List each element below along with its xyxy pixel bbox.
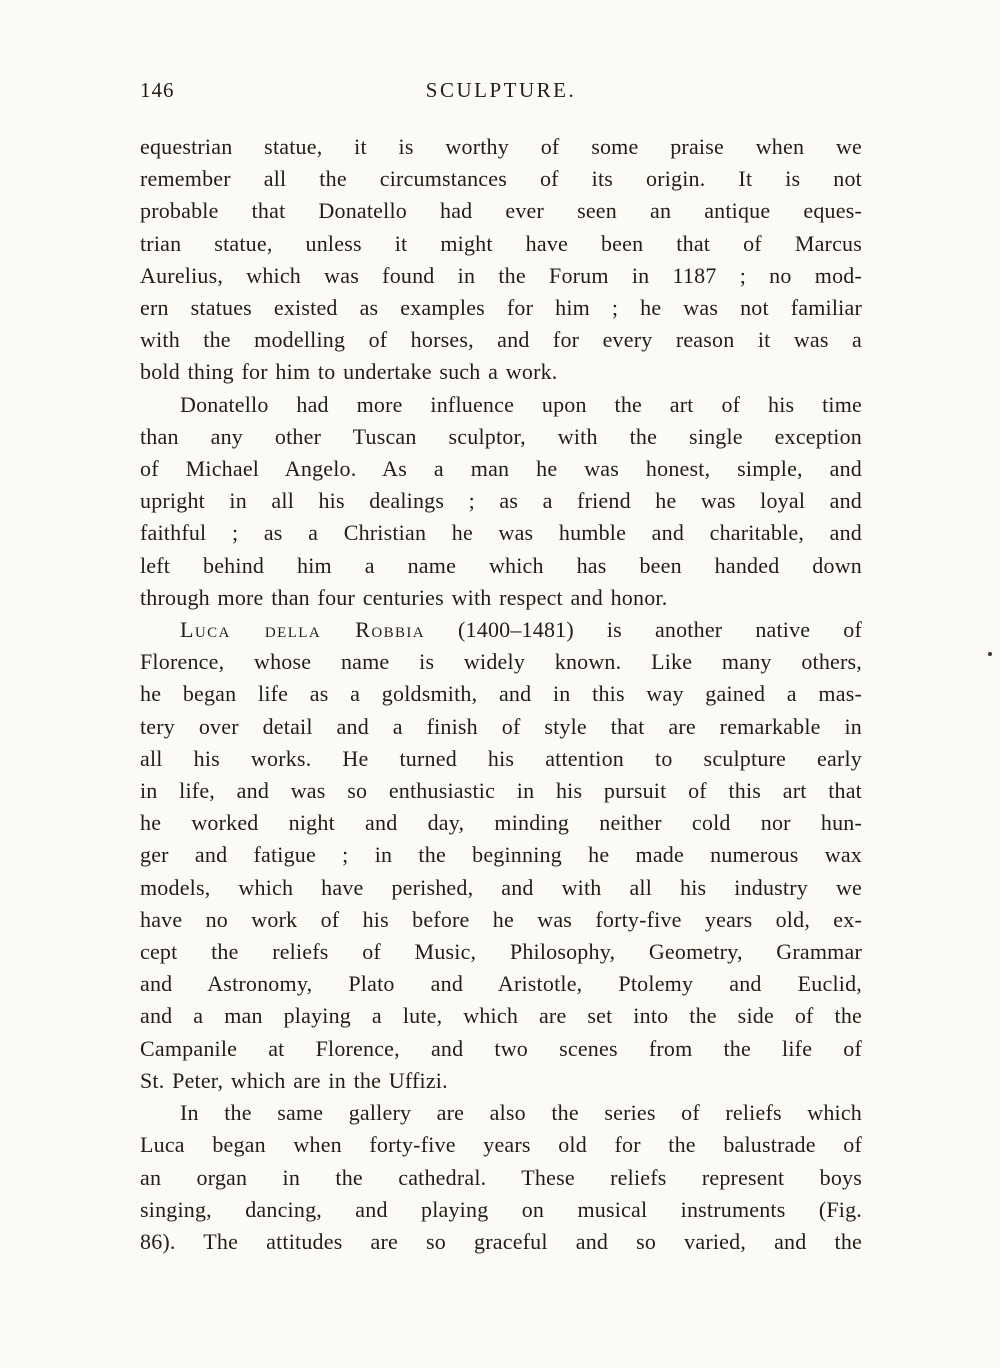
text-line: models, which have perished, and with all his industry we [140,874,862,900]
text-line: trian statue, unless it might have been that of Marcus [140,230,862,256]
text-line: remember all the circumstances of its origin. It is not [140,166,862,192]
text-line: tery over detail and a finish of style that are remarkable in [140,713,862,739]
text-line: Florence, whose name is widely known. Like many others, [140,649,862,675]
text-line: and Astronomy, Plato and Aristotle, Ptolemy and Euclid, [140,971,862,997]
text-line: left behind him a name which has been handed down [140,552,862,578]
text-line: he began life as a goldsmith, and in this way gained a mas- [140,681,862,707]
text-line: singing, dancing, and playing on musical instruments (Fig. [140,1196,862,1222]
paragraph-organ-gallery [140,1097,862,1258]
text-line: bold thing for him to undertake such a work. [140,359,558,385]
lead-line-rest: (1400–1481) is another native of [425,617,862,643]
paragraph-equestrian-statue [140,131,862,389]
text-line: faithful ; as a Christian he was humble and charitable, and [140,520,862,546]
text-line: with the modelling of horses, and for every reason it was a [140,327,862,353]
text-line: than any other Tuscan sculptor, with the single exception [140,423,862,449]
page-number: 146 [140,78,175,102]
text-line: and a man playing a lute, which are set into the side of the [140,1003,862,1029]
text-line: 86). The attitudes are so graceful and so varied, and the [140,1228,862,1254]
text-line: Luca began when forty-five years old for the balustrade of [140,1132,862,1158]
text-line: upright in all his dealings ; as a friend he was loyal and [140,488,862,514]
text-line: St. Peter, which are in the Uffizi. [140,1067,448,1093]
text-line: ger and fatigue ; in the beginning he made numerous wax [140,842,862,868]
text-line: he worked night and day, minding neither cold nor hun- [140,810,862,836]
text-line: In the same gallery are also the series of reliefs which [180,1100,862,1126]
text-line: in life, and was so enthusiastic in his pursuit of this art that [140,778,862,804]
running-head [140,78,862,103]
text-line: probable that Donatello had ever seen an antique eques- [140,198,862,224]
text-line: ern statues existed as examples for him ; he was not familiar [140,295,862,321]
text-line: have no work of his before he was forty-five years old, ex- [140,906,862,932]
small-caps-name: Luca della Robbia [180,617,426,643]
text-line [140,614,862,646]
text-line: Donatello had more influence upon the art of his time [180,391,862,417]
paragraph-luca-della-robbia [140,614,862,1097]
text-line: Campanile at Florence, and two scenes from the life of [140,1035,862,1061]
text-line: all his works. He turned his attention to sculpture early [140,745,862,771]
text-line: an organ in the cathedral. These reliefs represent boys [140,1164,862,1190]
page-text [140,131,862,1258]
text-line: Aurelius, which was found in the Forum in 1187 ; no mod- [140,262,862,288]
text-line: equestrian statue, it is worthy of some praise when we [140,134,862,159]
text-line: through more than four centuries with respect and honor. [140,584,668,610]
running-title: SCULPTURE. [425,78,577,102]
text-line: of Michael Angelo. As a man he was honest, simple, and [140,456,862,482]
paragraph-donatello-influence [140,389,862,614]
text-line: cept the reliefs of Music, Philosophy, Geometry, Grammar [140,939,862,965]
scan-speck [988,652,992,656]
